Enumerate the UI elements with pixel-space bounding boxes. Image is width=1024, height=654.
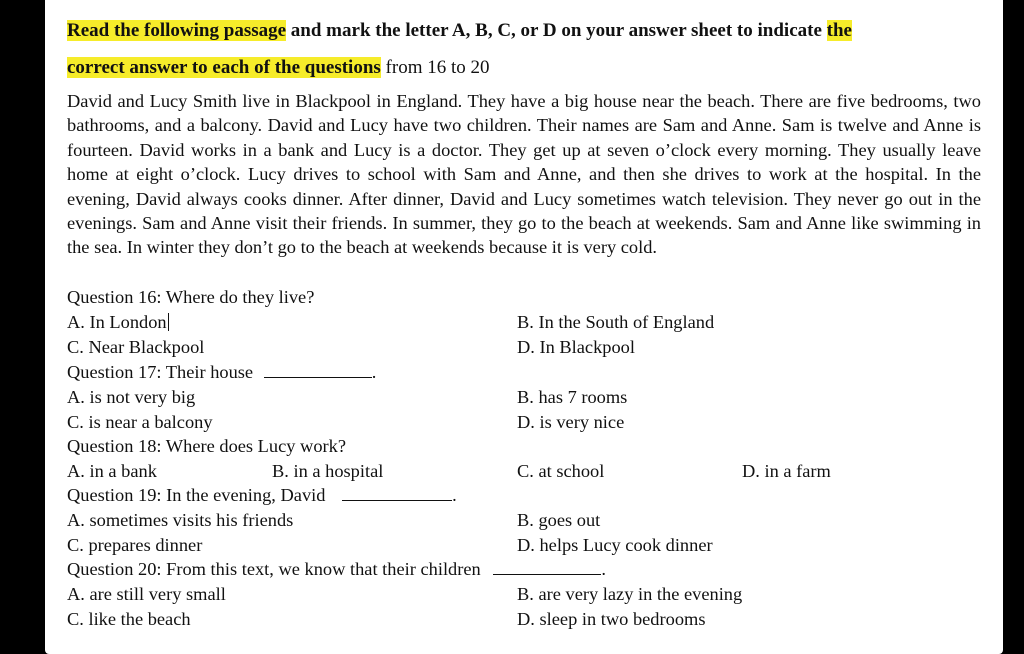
option-17-d[interactable]: D. is very nice	[517, 412, 625, 432]
question-20-stem	[67, 557, 606, 581]
option-19-c[interactable]: C. prepares dinner	[67, 535, 203, 555]
question-stem-text: Question 19: In the evening, David	[67, 485, 326, 505]
question-stem-text: Question 18: Where does Lucy work?	[67, 436, 347, 456]
blank-suffix: .	[601, 559, 606, 579]
instruction-highlight-1: Read the following passage	[67, 20, 287, 41]
blank-suffix: .	[371, 362, 377, 382]
option-19-d[interactable]: D. helps Lucy cook dinner	[517, 535, 713, 555]
answer-blank	[493, 560, 601, 575]
option-16-c[interactable]: C. Near Blackpool	[67, 337, 205, 357]
option-19-b[interactable]: B. goes out	[517, 510, 601, 530]
option-18-b[interactable]: B. in a hospital	[272, 461, 384, 481]
answer-blank	[264, 363, 372, 378]
instruction-range: from 16 to 20	[380, 57, 490, 78]
option-17-a[interactable]: A. is not very big	[67, 387, 196, 407]
blank-suffix: .	[452, 485, 457, 505]
option-18-c[interactable]: C. at school	[517, 461, 605, 481]
option-20-a[interactable]: A. are still very small	[67, 584, 226, 604]
answer-blank	[342, 486, 452, 501]
option-18-d[interactable]: D. in a farm	[742, 461, 831, 481]
question-19-stem	[67, 483, 457, 507]
option-17-c[interactable]: C. is near a balcony	[67, 412, 213, 432]
instruction-text-1: and mark the letter A, B, C, or D on your answer sheet to indicate	[286, 20, 827, 41]
option-19-a[interactable]: A. sometimes visits his friends	[67, 510, 294, 530]
option-20-c[interactable]: C. like the beach	[67, 609, 191, 629]
question-stem-text: Question 20: From this text, we know that their children	[67, 559, 481, 579]
question-stem-text: Question 17: Their house	[67, 362, 254, 382]
option-16-a[interactable]: A. In London	[67, 312, 167, 332]
option-20-b[interactable]: B. are very lazy in the evening	[517, 584, 743, 604]
question-16-stem	[67, 285, 314, 309]
question-18-stem	[67, 434, 346, 458]
reading-passage: David and Lucy Smith live in Blackpool in England. They have a big house near the beach. There are five bedrooms, two bathrooms, and a balcony. David and Lucy have two children. Their names are Sam and Anne. Sam is twelve and Anne is fourteen. David works in a bank and Lucy is a doctor. They get up at seven o’clock every morning. They usually leave home at eight o’clock. Lucy drives to school with Sam and Anne, and then she drives to work at the hospital. In the evening, David always cooks dinner. After dinner, David and Lucy sometimes watch television. They never go out in the evenings. Sam and Anne visit their friends. In summer, they go to the beach at weekends. Sam and Anne like swimming in the sea. In winter they don’t go to the beach at weekends because it is very cold.	[67, 91, 981, 258]
text-cursor	[168, 313, 169, 331]
instruction-highlight-3: correct answer to each of the questions	[67, 57, 381, 78]
instruction	[67, 12, 987, 86]
option-20-d[interactable]: D. sleep in two bedrooms	[517, 609, 706, 629]
question-17-stem	[67, 360, 376, 384]
instruction-highlight-2: the	[826, 20, 852, 41]
option-17-b[interactable]: B. has 7 rooms	[517, 387, 628, 407]
document-page	[45, 0, 1003, 654]
question-stem-text: Question 16: Where do they live?	[67, 287, 315, 307]
option-16-b[interactable]: B. In the South of England	[517, 312, 715, 332]
option-18-a[interactable]: A. in a bank	[67, 461, 157, 481]
option-16-d[interactable]: D. In Blackpool	[517, 337, 635, 357]
